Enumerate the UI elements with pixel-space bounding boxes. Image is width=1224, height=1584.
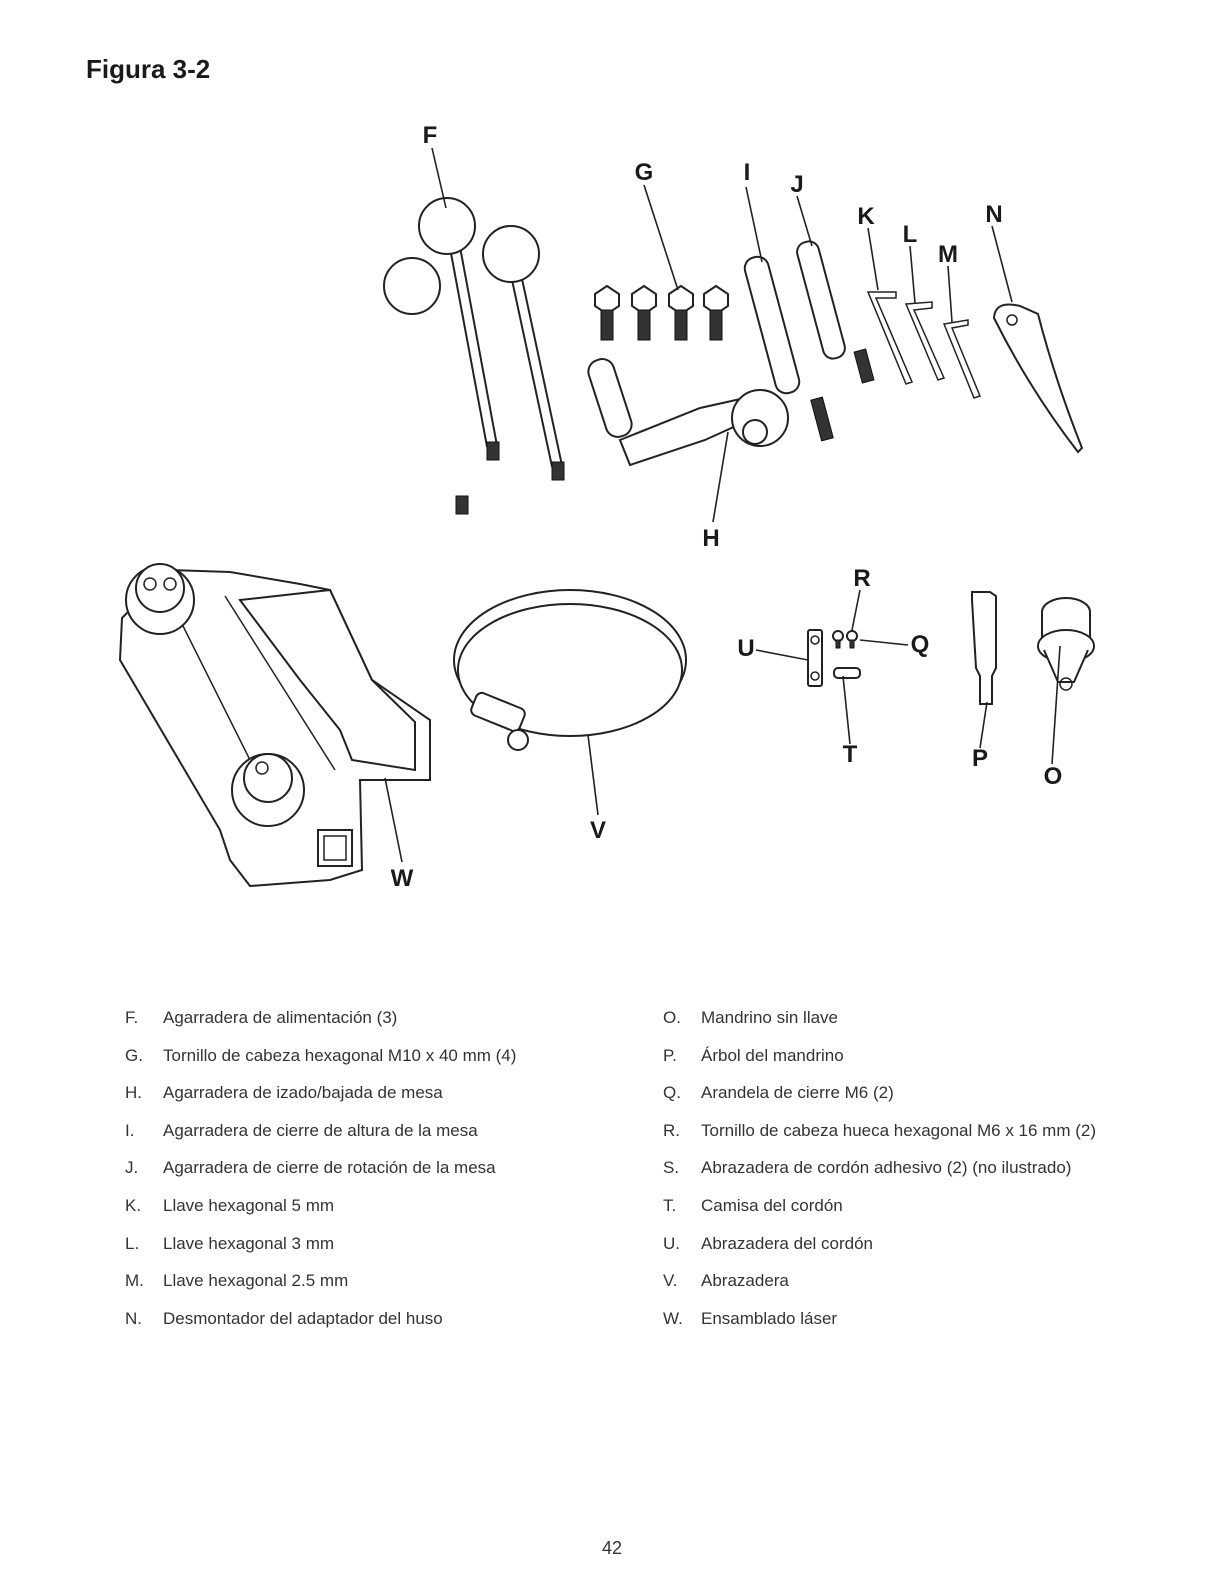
legend-item [125, 1083, 625, 1121]
callout-i: I [743, 159, 751, 186]
legend-right [663, 1008, 1183, 1346]
legend-item [663, 1121, 1183, 1159]
legend-text: Llave hexagonal 2.5 mm [163, 1271, 349, 1291]
legend-letter: M. [125, 1271, 144, 1291]
legend-item [663, 1271, 1183, 1309]
legend-text: Abrazadera de cordón adhesivo (2) (no ilustrado) [701, 1158, 1072, 1178]
legend-item [125, 1196, 625, 1234]
callout-m: M [938, 241, 958, 268]
legend-letter: P. [663, 1045, 677, 1065]
feed-handles-illustration [384, 198, 564, 514]
legend-letter: H. [125, 1083, 142, 1103]
legend-item [125, 1008, 625, 1046]
legend-item [125, 1271, 625, 1309]
legend-text: Abrazadera del cordón [701, 1233, 874, 1253]
legend-letter: R. [663, 1120, 680, 1140]
legend-letter: F. [125, 1008, 139, 1027]
callout-h: H [702, 525, 720, 552]
legend-item [663, 1309, 1183, 1347]
keyless-chuck-illustration [1038, 598, 1094, 690]
hex-keys-illustration [868, 292, 980, 398]
legend-item [663, 1008, 1183, 1046]
legend-item [663, 1046, 1183, 1084]
legend-text: Abrazadera [701, 1271, 789, 1291]
callout-w: W [390, 865, 414, 892]
laser-assembly-illustration [120, 564, 430, 886]
callout-t: T [842, 741, 858, 768]
callout-q: Q [910, 631, 930, 658]
legend-text: Llave hexagonal 3 mm [163, 1233, 335, 1253]
legend-letter: N. [125, 1308, 142, 1328]
legend-text: Tornillo de cabeza hueca hexagonal M6 x 16 mm (2) [701, 1120, 1096, 1140]
legend-text: Mandrino sin llave [701, 1008, 839, 1027]
legend-item [663, 1158, 1183, 1196]
legend-text: Ensamblado láser [701, 1308, 838, 1328]
legend-letter: O. [663, 1008, 681, 1027]
legend-item [125, 1309, 625, 1347]
legend-letter: V. [663, 1271, 678, 1291]
legend-letter: W. [663, 1308, 683, 1328]
hex-bolts-illustration [595, 286, 728, 340]
legend-text: Agarradera de cierre de rotación de la mesa [163, 1158, 496, 1178]
legend-letter: L. [125, 1233, 140, 1253]
page-number: 42 [601, 1538, 623, 1558]
legend-text: Arandela de cierre M6 (2) [701, 1083, 894, 1103]
callout-f: F [422, 122, 438, 149]
callout-l: L [902, 221, 918, 248]
callout-u: U [737, 635, 755, 662]
legend-text: Tornillo de cabeza hexagonal M10 x 40 mm (4) [163, 1045, 517, 1065]
legend-item [663, 1234, 1183, 1272]
legend-letter: Q. [663, 1083, 681, 1103]
legend-letter: J. [125, 1158, 139, 1178]
legend-item [125, 1121, 625, 1159]
legend-text: Agarradera de alimentación (3) [163, 1008, 398, 1027]
legend-letter: G. [125, 1045, 143, 1065]
legend-text: Llave hexagonal 5 mm [163, 1195, 335, 1215]
callout-n: N [985, 201, 1003, 228]
callout-g: G [634, 159, 654, 186]
legend-item [125, 1046, 625, 1084]
cord-parts-illustration [808, 630, 860, 686]
legend-letter: T. [663, 1195, 677, 1215]
legend-text: Desmontador del adaptador del huso [163, 1308, 443, 1328]
figure-title: Figura 3-2 [86, 54, 211, 84]
legend-left [125, 1008, 625, 1346]
legend-letter: S. [663, 1158, 680, 1178]
legend-letter: U. [663, 1233, 680, 1253]
legend-item [663, 1083, 1183, 1121]
legend-item [125, 1158, 625, 1196]
legend-letter: I. [125, 1120, 135, 1140]
legend-text: Camisa del cordón [701, 1195, 843, 1215]
wedge-illustration [994, 305, 1082, 453]
callout-o: O [1043, 763, 1063, 790]
legend-text: Árbol del mandrino [701, 1045, 844, 1065]
legend-text: Agarradera de cierre de altura de la mesa [163, 1120, 478, 1140]
callout-r: R [853, 565, 871, 592]
chuck-arbor-illustration [972, 592, 996, 704]
callout-p: P [971, 745, 989, 772]
legend-letter: K. [125, 1195, 142, 1215]
callout-j: J [790, 171, 804, 198]
callout-v: V [589, 817, 607, 844]
legend-item [125, 1234, 625, 1272]
legend-text: Agarradera de izado/bajada de mesa [163, 1083, 443, 1103]
hose-clamp-illustration [454, 590, 686, 750]
crank-handle-illustration [585, 356, 788, 465]
callout-k: K [857, 203, 875, 230]
legend-item [663, 1196, 1183, 1234]
